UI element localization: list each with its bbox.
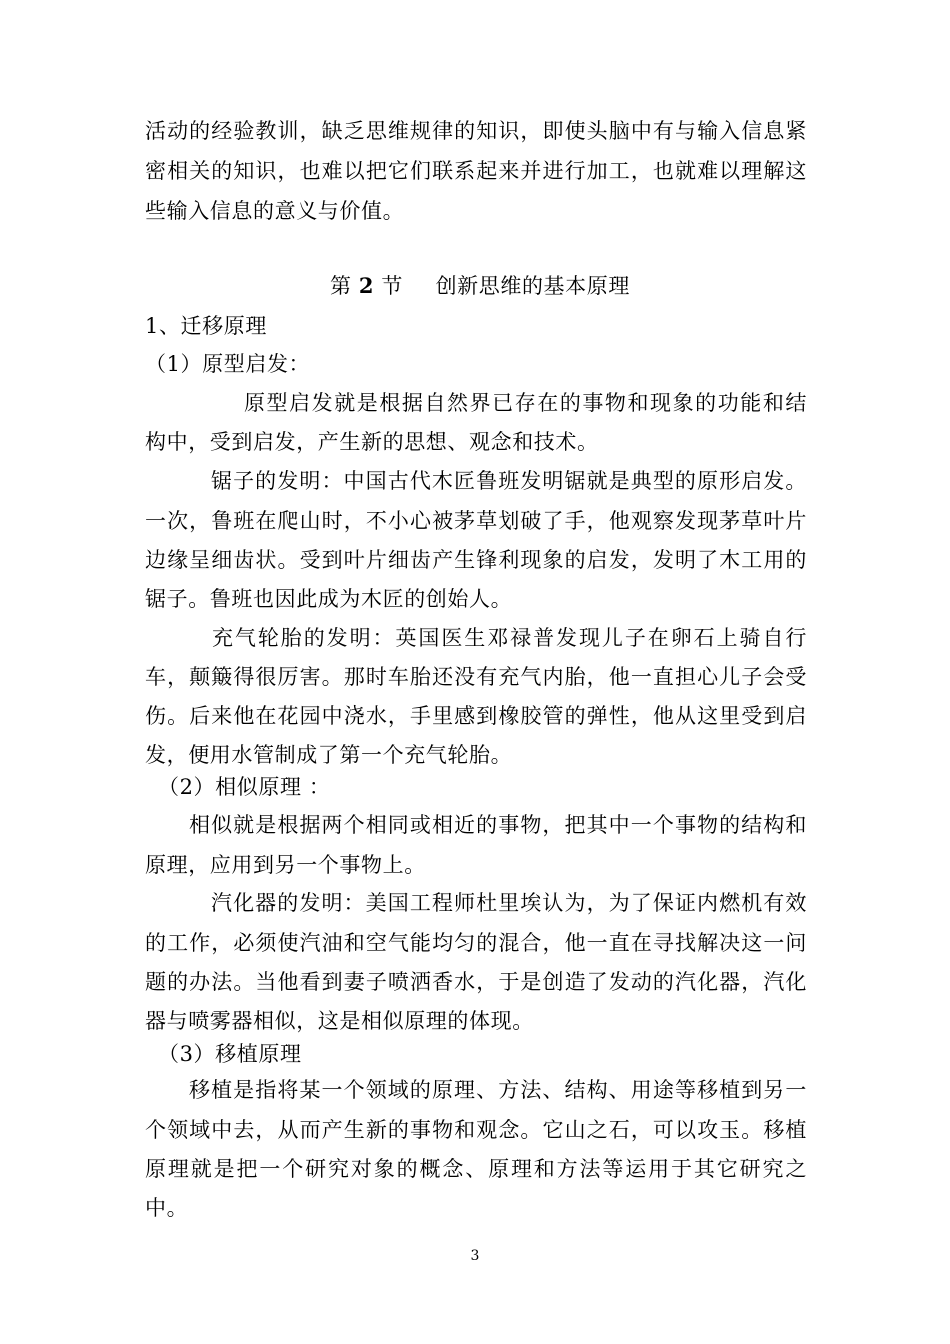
subsection-1-title: 1、迁移原理 <box>145 314 267 338</box>
intro-line-3: 些输入信息的意义与价值。 <box>145 199 405 223</box>
part-2-title: （2）相似原理 ： <box>158 775 331 799</box>
part-3-definition-line-3: 原理就是把一个研究对象的概念、原理和方法等运用于其它研究之 <box>145 1157 807 1181</box>
tire-example-line-1: 充气轮胎的发明：英国医生邓禄普发现儿子在卵石上骑自行 <box>212 626 807 650</box>
part-1-definition-line-2: 构中，受到启发，产生新的思想、观念和技术。 <box>145 430 599 454</box>
section-suffix: 节 <box>381 274 403 298</box>
part-3-definition-line-2: 个领域中去，从而产生新的事物和观念。它山之石，可以攻玉。移植 <box>145 1118 807 1142</box>
saw-example-line-4: 锯子。鲁班也因此成为木匠的创始人。 <box>145 587 513 611</box>
part-3-definition-line-4: 中。 <box>145 1196 189 1220</box>
saw-example-line-3: 边缘呈细齿状。受到叶片细齿产生锋利现象的启发，发明了木工用的 <box>145 548 807 572</box>
part-2-definition-line-2: 原理，应用到另一个事物上。 <box>145 853 426 877</box>
intro-line-2: 密相关的知识，也难以把它们联系起来并进行加工，也就难以理解这 <box>145 159 807 183</box>
section-heading <box>330 271 630 301</box>
carburetor-example-line-3: 题的办法。当他看到妻子喷洒香水，于是创造了发动的汽化器，汽化 <box>145 970 807 994</box>
tire-example-line-3: 伤。后来他在花园中浇水，手里感到橡胶管的弹性，他从这里受到启 <box>145 704 807 728</box>
part-3-title: （3）移植原理 <box>158 1042 302 1066</box>
part-2-definition-line-1: 相似就是根据两个相同或相近的事物，把其中一个事物的结构和 <box>189 813 807 837</box>
part-1-definition-line-1: 原型启发就是根据自然界已存在的事物和现象的功能和结 <box>244 391 807 415</box>
section-number: 2 <box>358 273 375 298</box>
tire-example-line-2: 车，颠簸得很厉害。那时车胎还没有充气内胎，他一直担心儿子会受 <box>145 665 807 689</box>
part-3-definition-line-1: 移植是指将某一个领域的原理、方法、结构、用途等移植到另一 <box>189 1078 807 1102</box>
tire-example-line-4: 发，便用水管制成了第一个充气轮胎。 <box>145 743 513 767</box>
page-number: 3 <box>470 1248 480 1264</box>
section-title: 创新思维的基本原理 <box>435 274 630 298</box>
part-1-title: （1）原型启发： <box>145 352 311 376</box>
intro-line-1: 活动的经验教训，缺乏思维规律的知识，即使头脑中有与输入信息紧 <box>145 119 807 143</box>
saw-example-line-2: 一次，鲁班在爬山时，不小心被茅草划破了手，他观察发现茅草叶片 <box>145 509 807 533</box>
carburetor-example-line-2: 的工作，必须使汽油和空气能均匀的混合，他一直在寻找解决这一问 <box>145 931 807 955</box>
carburetor-example-line-4: 器与喷雾器相似，这是相似原理的体现。 <box>145 1009 534 1033</box>
carburetor-example-line-1: 汽化器的发明：美国工程师杜里埃认为，为了保证内燃机有效 <box>211 891 807 915</box>
saw-example-line-1: 锯子的发明：中国古代木匠鲁班发明锯就是典型的原形启发。 <box>211 469 807 493</box>
section-prefix: 第 <box>330 274 352 298</box>
